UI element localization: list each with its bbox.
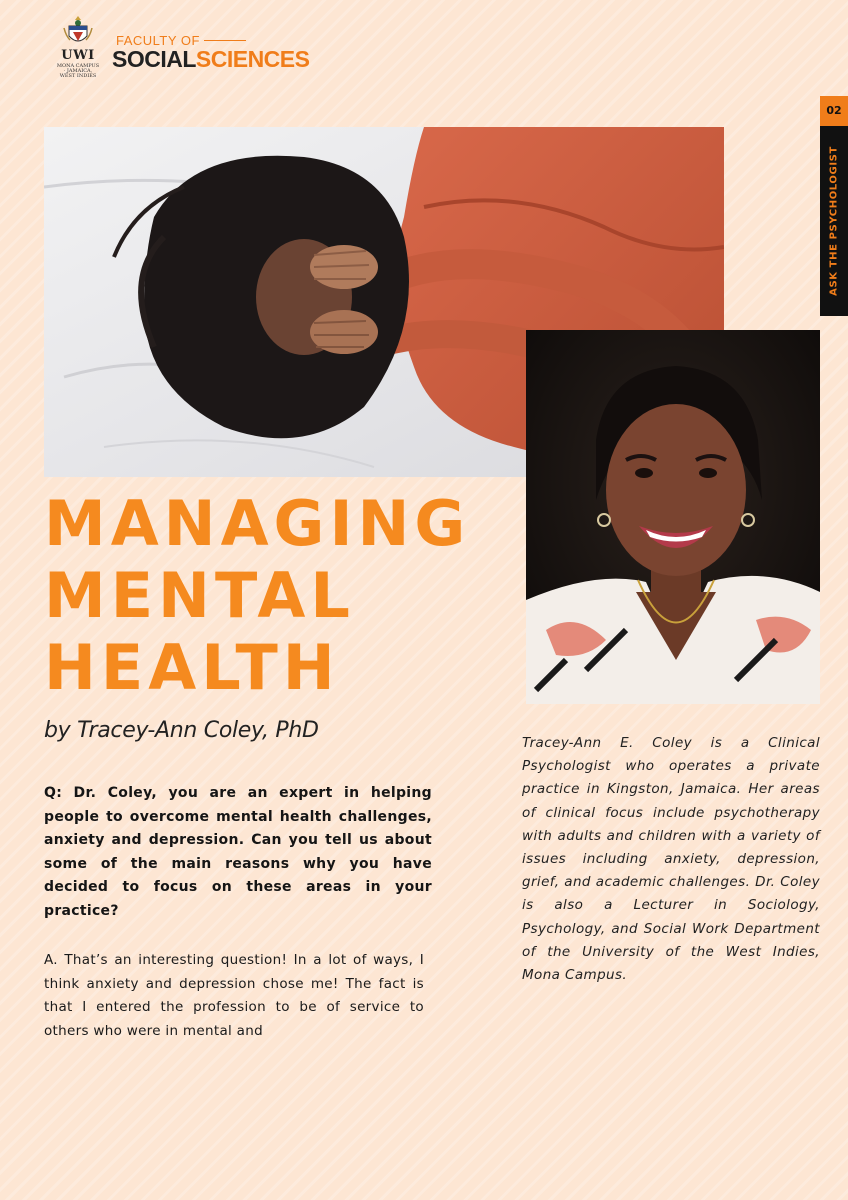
article-byline: by Tracey-Ann Coley, PhD — [44, 718, 319, 743]
title-line-2: MENTAL — [44, 559, 355, 632]
article-title — [44, 488, 514, 704]
section-label-box — [820, 126, 848, 316]
faculty-logo — [56, 14, 310, 80]
author-bio: Tracey-Ann E. Coley is a Clinical Psychologist who operates a private practice in Kingston, Jamaica. Her areas of clinical focus include psychotherapy with adults and children with a variety of issues including anxiety, depression, grief, and academic challenges. Dr. Coley is also a Lecturer in Sociology, Psychology, and Social Work Department of the University of the West Indies, Mona Campus. — [522, 735, 820, 984]
interview-answer: A. That’s an interesting question! In a lot of ways, I think anxiety and depression chose me! The fact is that I entered the profession to be of service to others who were in mental and — [44, 952, 424, 1039]
faculty-social-text: SOCIAL — [112, 46, 196, 72]
section-tab — [820, 96, 848, 316]
section-label: ASK THE PSYCHOLOGIST — [828, 146, 840, 296]
crest-subtitle: MONA CAMPUS · JAMAICA, WEST INDIES — [56, 63, 100, 79]
faculty-of-label — [116, 33, 246, 47]
faculty-of-text: FACULTY OF — [116, 33, 200, 48]
faculty-name — [112, 46, 309, 73]
title-line-1: MANAGING — [44, 487, 471, 560]
page-number: 02 — [820, 96, 848, 126]
title-line-3: HEALTH — [44, 631, 340, 704]
author-portrait — [526, 330, 820, 704]
interview-question: Q: Dr. Coley, you are an expert in helping people to overcome mental health challenges, anxiety and depression. Can you tell us about some of the main reasons why you have decided to focus on these areas in your practice? — [44, 785, 432, 919]
crest-uwi-text: UWI — [61, 48, 95, 63]
faculty-rule — [204, 40, 246, 41]
faculty-sciences-text: SCIENCES — [195, 46, 310, 72]
